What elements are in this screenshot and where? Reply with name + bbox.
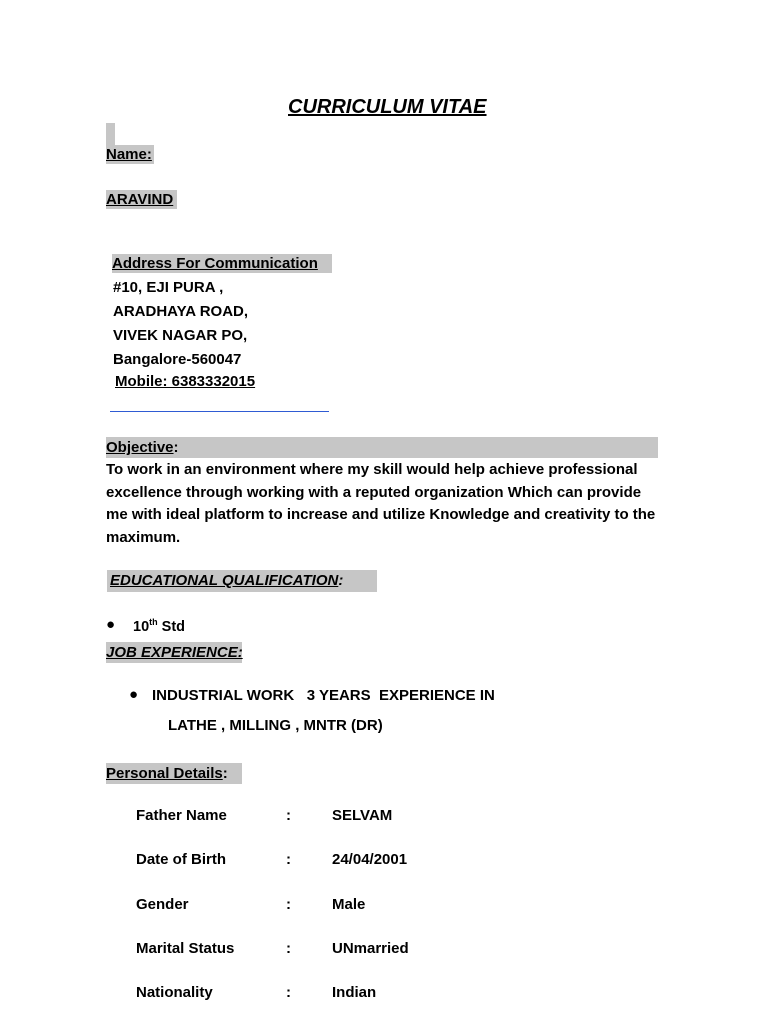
personal-details-colon: : (222, 765, 228, 782)
detail-key-gender: Gender (136, 896, 189, 913)
job-experience-line: LATHE , MILLING , MNTR (DR) (168, 717, 383, 734)
job-experience-heading: JOB EXPERIENCE: (106, 644, 243, 661)
mobile-number: Mobile: 6383332015 (115, 373, 256, 390)
education-colon: : (338, 572, 344, 589)
detail-key-marital-status: Marital Status (136, 940, 235, 957)
job-experience-line: INDUSTRIAL WORK 3 YEARS EXPERIENCE IN (152, 687, 495, 704)
detail-key-nationality: Nationality (136, 984, 213, 1001)
detail-key-father-name: Father Name (136, 807, 227, 824)
address-label: Address For Communication (112, 254, 332, 273)
detail-value-marital-status: UNmarried (332, 940, 409, 957)
detail-key-dob: Date of Birth (136, 851, 226, 868)
detail-value-father-name: SELVAM (332, 807, 393, 824)
objective-colon: : (173, 439, 179, 456)
detail-separator: : (286, 940, 291, 957)
address-line: #10, EJI PURA , (113, 279, 224, 296)
education-label: EDUCATIONAL QUALIFICATION (110, 572, 339, 589)
personal-details-label: Personal Details (106, 765, 223, 782)
name-label: Name: (106, 146, 152, 163)
detail-separator: : (286, 851, 291, 868)
detail-separator: : (286, 896, 291, 913)
detail-separator: : (286, 807, 291, 824)
objective-label: Objective (106, 439, 174, 456)
bullet-icon: ● (106, 616, 116, 633)
detail-value-nationality: Indian (332, 984, 377, 1001)
name-value: ARAVIND (106, 190, 177, 209)
detail-separator: : (286, 984, 291, 1001)
education-item: 10th Std (133, 617, 186, 635)
detail-value-gender: Male (332, 896, 366, 913)
address-line: VIVEK NAGAR PO, (113, 327, 248, 344)
page-title: CURRICULUM VITAE (288, 96, 487, 118)
address-line: Bangalore-560047 (113, 351, 242, 368)
personal-details-heading (106, 763, 242, 784)
address-line: ARADHAYA ROAD, (113, 303, 249, 320)
empty-hyperlink[interactable] (110, 411, 329, 412)
objective-heading (106, 437, 658, 458)
objective-text: To work in an environment where my skill would help achieve professional excellence through working with a reputed organization Which can provide me with ideal platform to increase and utilize Knowledge and creativity to the maximum. (106, 461, 656, 546)
highlight-marker (106, 123, 115, 145)
bullet-icon: ● (129, 686, 139, 703)
education-heading (107, 570, 377, 592)
detail-value-dob: 24/04/2001 (332, 851, 408, 868)
